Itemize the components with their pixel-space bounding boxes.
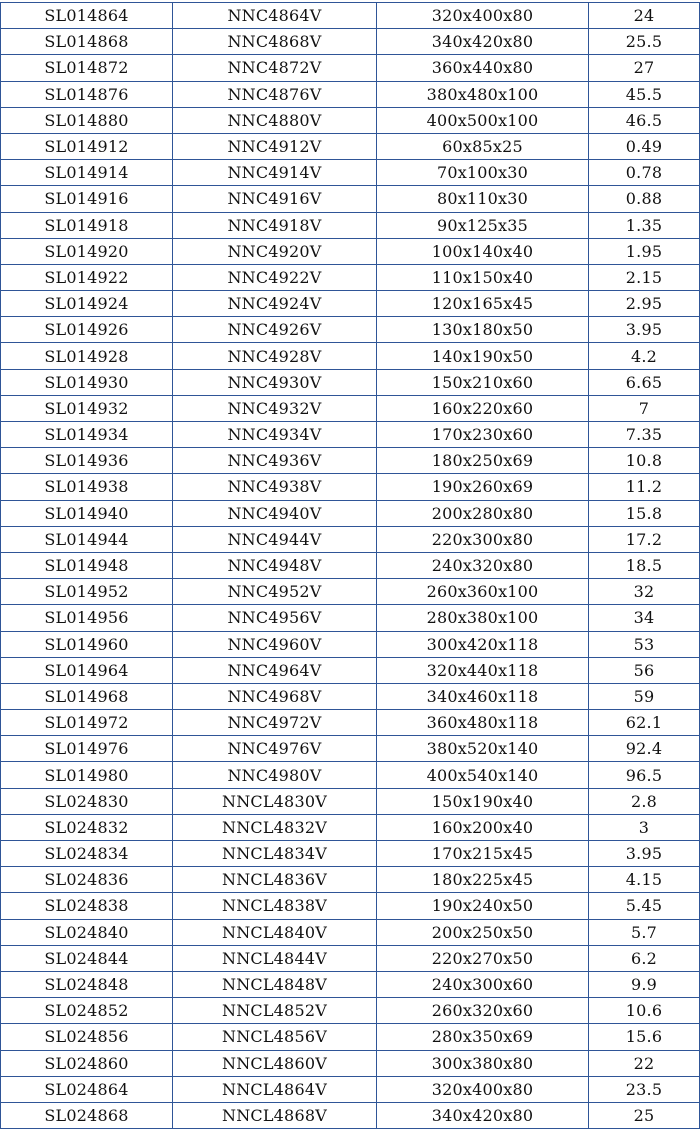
dimensions-cell: 180x225x45 [377, 867, 589, 893]
model-code-cell: NNC4940V [173, 500, 377, 526]
item-code-cell: SL014948 [1, 552, 173, 578]
weight-cell: 32 [589, 579, 700, 605]
item-code-cell: SL024860 [1, 1050, 173, 1076]
item-code-cell: SL024840 [1, 919, 173, 945]
dimensions-cell: 320x440x118 [377, 657, 589, 683]
table-row [1, 160, 700, 186]
table-row [1, 1024, 700, 1050]
model-code-cell: NNC4952V [173, 579, 377, 605]
table-row [1, 238, 700, 264]
model-code-cell: NNC4976V [173, 736, 377, 762]
dimensions-cell: 90x125x35 [377, 212, 589, 238]
item-code-cell: SL024844 [1, 945, 173, 971]
model-code-cell: NNC4880V [173, 107, 377, 133]
table-row [1, 186, 700, 212]
dimensions-cell: 170x230x60 [377, 422, 589, 448]
table-row [1, 343, 700, 369]
item-code-cell: SL014940 [1, 500, 173, 526]
model-code-cell: NNCL4832V [173, 814, 377, 840]
item-code-cell: SL014926 [1, 317, 173, 343]
table-row [1, 395, 700, 421]
weight-cell: 0.78 [589, 160, 700, 186]
dimensions-cell: 200x250x50 [377, 919, 589, 945]
model-code-cell: NNC4980V [173, 762, 377, 788]
table-row [1, 500, 700, 526]
item-code-cell: SL024848 [1, 971, 173, 997]
model-code-cell: NNC4926V [173, 317, 377, 343]
dimensions-cell: 110x150x40 [377, 264, 589, 290]
model-code-cell: NNCL4844V [173, 945, 377, 971]
dimensions-cell: 80x110x30 [377, 186, 589, 212]
item-code-cell: SL014944 [1, 526, 173, 552]
weight-cell: 56 [589, 657, 700, 683]
weight-cell: 59 [589, 683, 700, 709]
model-code-cell: NNC4872V [173, 55, 377, 81]
dimensions-cell: 340x420x80 [377, 29, 589, 55]
weight-cell: 3.95 [589, 841, 700, 867]
item-code-cell: SL014964 [1, 657, 173, 683]
weight-cell: 6.65 [589, 369, 700, 395]
table-row [1, 107, 700, 133]
model-code-cell: NNCL4834V [173, 841, 377, 867]
table-row [1, 29, 700, 55]
item-code-cell: SL014872 [1, 55, 173, 81]
dimensions-cell: 400x500x100 [377, 107, 589, 133]
table-row [1, 657, 700, 683]
weight-cell: 15.8 [589, 500, 700, 526]
table-row [1, 474, 700, 500]
dimensions-cell: 280x380x100 [377, 605, 589, 631]
table-row [1, 841, 700, 867]
weight-cell: 45.5 [589, 81, 700, 107]
weight-cell: 15.6 [589, 1024, 700, 1050]
item-code-cell: SL014928 [1, 343, 173, 369]
table-row [1, 971, 700, 997]
item-code-cell: SL014934 [1, 422, 173, 448]
dimensions-cell: 240x320x80 [377, 552, 589, 578]
item-code-cell: SL014960 [1, 631, 173, 657]
item-code-cell: SL024856 [1, 1024, 173, 1050]
item-code-cell: SL014968 [1, 683, 173, 709]
weight-cell: 4.15 [589, 867, 700, 893]
weight-cell: 18.5 [589, 552, 700, 578]
table-row [1, 422, 700, 448]
dimensions-cell: 360x480x118 [377, 710, 589, 736]
model-code-cell: NNC4924V [173, 291, 377, 317]
table-row [1, 552, 700, 578]
dimensions-cell: 220x300x80 [377, 526, 589, 552]
model-code-cell: NNC4914V [173, 160, 377, 186]
model-code-cell: NNC4922V [173, 264, 377, 290]
weight-cell: 24 [589, 3, 700, 29]
table-row [1, 945, 700, 971]
table-row [1, 1076, 700, 1102]
table-row [1, 814, 700, 840]
dimensions-cell: 100x140x40 [377, 238, 589, 264]
table-row [1, 605, 700, 631]
dimensions-cell: 380x480x100 [377, 81, 589, 107]
model-code-cell: NNCL4856V [173, 1024, 377, 1050]
model-code-cell: NNC4864V [173, 3, 377, 29]
table-row [1, 55, 700, 81]
dimensions-cell: 150x190x40 [377, 788, 589, 814]
model-code-cell: NNC4948V [173, 552, 377, 578]
weight-cell: 9.9 [589, 971, 700, 997]
weight-cell: 25 [589, 1102, 700, 1128]
weight-cell: 0.49 [589, 133, 700, 159]
dimensions-cell: 160x200x40 [377, 814, 589, 840]
dimensions-cell: 190x260x69 [377, 474, 589, 500]
table-body [1, 3, 700, 1129]
dimensions-cell: 380x520x140 [377, 736, 589, 762]
table-row [1, 526, 700, 552]
dimensions-cell: 300x420x118 [377, 631, 589, 657]
weight-cell: 7 [589, 395, 700, 421]
weight-cell: 27 [589, 55, 700, 81]
weight-cell: 25.5 [589, 29, 700, 55]
item-code-cell: SL014924 [1, 291, 173, 317]
weight-cell: 46.5 [589, 107, 700, 133]
dimensions-cell: 180x250x69 [377, 448, 589, 474]
dimensions-cell: 300x380x80 [377, 1050, 589, 1076]
table-row [1, 3, 700, 29]
weight-cell: 10.6 [589, 998, 700, 1024]
table-row [1, 893, 700, 919]
model-code-cell: NNC4916V [173, 186, 377, 212]
item-code-cell: SL014972 [1, 710, 173, 736]
table-row [1, 919, 700, 945]
item-code-cell: SL014916 [1, 186, 173, 212]
dimensions-cell: 200x280x80 [377, 500, 589, 526]
model-code-cell: NNC4938V [173, 474, 377, 500]
table-row [1, 683, 700, 709]
model-code-cell: NNCL4840V [173, 919, 377, 945]
weight-cell: 5.45 [589, 893, 700, 919]
weight-cell: 2.8 [589, 788, 700, 814]
item-code-cell: SL024852 [1, 998, 173, 1024]
model-code-cell: NNC4960V [173, 631, 377, 657]
item-code-cell: SL024832 [1, 814, 173, 840]
weight-cell: 10.8 [589, 448, 700, 474]
weight-cell: 23.5 [589, 1076, 700, 1102]
item-code-cell: SL014912 [1, 133, 173, 159]
item-code-cell: SL024864 [1, 1076, 173, 1102]
weight-cell: 53 [589, 631, 700, 657]
table-row [1, 631, 700, 657]
weight-cell: 0.88 [589, 186, 700, 212]
item-code-cell: SL014880 [1, 107, 173, 133]
weight-cell: 96.5 [589, 762, 700, 788]
weight-cell: 17.2 [589, 526, 700, 552]
item-code-cell: SL014932 [1, 395, 173, 421]
weight-cell: 22 [589, 1050, 700, 1076]
model-code-cell: NNCL4848V [173, 971, 377, 997]
table-row [1, 133, 700, 159]
model-code-cell: NNC4934V [173, 422, 377, 448]
model-code-cell: NNC4968V [173, 683, 377, 709]
item-code-cell: SL014952 [1, 579, 173, 605]
table-row [1, 317, 700, 343]
dimensions-cell: 320x400x80 [377, 1076, 589, 1102]
item-code-cell: SL014864 [1, 3, 173, 29]
dimensions-cell: 260x360x100 [377, 579, 589, 605]
table-row [1, 448, 700, 474]
item-code-cell: SL014930 [1, 369, 173, 395]
weight-cell: 92.4 [589, 736, 700, 762]
item-code-cell: SL014922 [1, 264, 173, 290]
table-row [1, 762, 700, 788]
item-code-cell: SL014956 [1, 605, 173, 631]
table-row [1, 1050, 700, 1076]
item-code-cell: SL014918 [1, 212, 173, 238]
dimensions-cell: 400x540x140 [377, 762, 589, 788]
weight-cell: 11.2 [589, 474, 700, 500]
model-code-cell: NNC4964V [173, 657, 377, 683]
item-code-cell: SL014876 [1, 81, 173, 107]
model-code-cell: NNC4972V [173, 710, 377, 736]
product-spec-table [0, 2, 700, 1129]
table-row [1, 81, 700, 107]
table-row [1, 264, 700, 290]
item-code-cell: SL014920 [1, 238, 173, 264]
dimensions-cell: 220x270x50 [377, 945, 589, 971]
model-code-cell: NNC4932V [173, 395, 377, 421]
dimensions-cell: 260x320x60 [377, 998, 589, 1024]
item-code-cell: SL024838 [1, 893, 173, 919]
dimensions-cell: 170x215x45 [377, 841, 589, 867]
weight-cell: 7.35 [589, 422, 700, 448]
model-code-cell: NNCL4864V [173, 1076, 377, 1102]
table-row [1, 369, 700, 395]
model-code-cell: NNCL4852V [173, 998, 377, 1024]
dimensions-cell: 70x100x30 [377, 160, 589, 186]
dimensions-cell: 130x180x50 [377, 317, 589, 343]
model-code-cell: NNC4868V [173, 29, 377, 55]
table-row [1, 736, 700, 762]
table-row [1, 788, 700, 814]
item-code-cell: SL014938 [1, 474, 173, 500]
table-row [1, 867, 700, 893]
table-row [1, 710, 700, 736]
dimensions-cell: 160x220x60 [377, 395, 589, 421]
item-code-cell: SL014868 [1, 29, 173, 55]
model-code-cell: NNC4944V [173, 526, 377, 552]
model-code-cell: NNCL4830V [173, 788, 377, 814]
item-code-cell: SL024834 [1, 841, 173, 867]
model-code-cell: NNCL4860V [173, 1050, 377, 1076]
model-code-cell: NNCL4836V [173, 867, 377, 893]
item-code-cell: SL014936 [1, 448, 173, 474]
dimensions-cell: 340x420x80 [377, 1102, 589, 1128]
weight-cell: 3.95 [589, 317, 700, 343]
table-row [1, 212, 700, 238]
item-code-cell: SL024836 [1, 867, 173, 893]
dimensions-cell: 140x190x50 [377, 343, 589, 369]
dimensions-cell: 240x300x60 [377, 971, 589, 997]
table-row [1, 1102, 700, 1128]
weight-cell: 4.2 [589, 343, 700, 369]
item-code-cell: SL024868 [1, 1102, 173, 1128]
dimensions-cell: 60x85x25 [377, 133, 589, 159]
model-code-cell: NNC4956V [173, 605, 377, 631]
table-row [1, 998, 700, 1024]
weight-cell: 1.95 [589, 238, 700, 264]
table-row [1, 579, 700, 605]
model-code-cell: NNC4920V [173, 238, 377, 264]
dimensions-cell: 120x165x45 [377, 291, 589, 317]
dimensions-cell: 340x460x118 [377, 683, 589, 709]
model-code-cell: NNCL4868V [173, 1102, 377, 1128]
table-row [1, 291, 700, 317]
weight-cell: 6.2 [589, 945, 700, 971]
model-code-cell: NNC4928V [173, 343, 377, 369]
item-code-cell: SL014980 [1, 762, 173, 788]
weight-cell: 34 [589, 605, 700, 631]
model-code-cell: NNC4918V [173, 212, 377, 238]
dimensions-cell: 150x210x60 [377, 369, 589, 395]
model-code-cell: NNC4936V [173, 448, 377, 474]
item-code-cell: SL024830 [1, 788, 173, 814]
dimensions-cell: 320x400x80 [377, 3, 589, 29]
model-code-cell: NNCL4838V [173, 893, 377, 919]
item-code-cell: SL014914 [1, 160, 173, 186]
dimensions-cell: 190x240x50 [377, 893, 589, 919]
weight-cell: 2.15 [589, 264, 700, 290]
weight-cell: 3 [589, 814, 700, 840]
dimensions-cell: 280x350x69 [377, 1024, 589, 1050]
dimensions-cell: 360x440x80 [377, 55, 589, 81]
weight-cell: 5.7 [589, 919, 700, 945]
weight-cell: 62.1 [589, 710, 700, 736]
weight-cell: 2.95 [589, 291, 700, 317]
model-code-cell: NNC4876V [173, 81, 377, 107]
model-code-cell: NNC4912V [173, 133, 377, 159]
item-code-cell: SL014976 [1, 736, 173, 762]
weight-cell: 1.35 [589, 212, 700, 238]
model-code-cell: NNC4930V [173, 369, 377, 395]
